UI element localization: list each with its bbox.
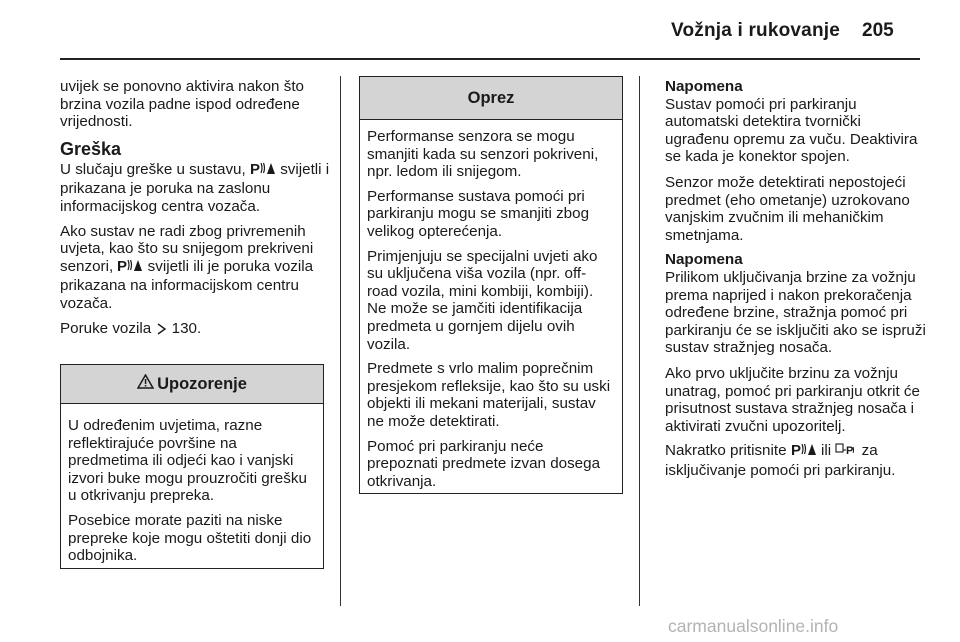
svg-text:P: P — [846, 445, 854, 458]
park-assist-icon — [791, 442, 817, 462]
vehicle-messages-ref[interactable] — [60, 320, 332, 340]
svg-text:P: P — [790, 442, 801, 458]
warning-paragraph: Posebice morate paziti na niske prepreke koje mogu oštetiti donji dio odbojnika. — [68, 511, 312, 565]
caution-paragraph: Performanse sustava pomoći pri parkiranju mogu se smanjiti zbog velikog opterećenja. — [367, 187, 590, 240]
error-paragraph-1 — [60, 161, 332, 216]
warning-box-title: Upozorenje — [157, 374, 247, 393]
caution-paragraph: Pomoć pri parkiranju neće prepoznati predmete izvan dosega otkrivanja. — [367, 437, 601, 490]
deactivate-text-b: za isključivanje pomoći pri parkiranju. — [665, 442, 896, 479]
error-paragraph-2 — [60, 223, 332, 313]
note-title: Napomena — [665, 251, 743, 269]
page-reference-arrow-icon — [155, 322, 167, 340]
caution-box-title: Oprez — [467, 88, 515, 107]
warning-box — [60, 364, 324, 569]
note-title: Napomena — [665, 78, 743, 95]
column-right — [665, 78, 927, 486]
warning-box-body — [61, 404, 323, 565]
column-divider-left — [340, 76, 341, 606]
echo-interference-paragraph: Senzor može detektirati nepostojeći predmet (eho ometanje) uzrokovano vanjskim zvučnim ili mehaničkim smetnjama. — [665, 173, 910, 244]
park-assist-icon — [250, 161, 276, 181]
note-tow-detection — [665, 78, 927, 166]
error-text-b: svijetli i prikazana je poruka na zaslonu informacijskog centra vozača. — [60, 160, 330, 215]
warning-box-header — [61, 365, 323, 404]
column-left — [60, 78, 332, 346]
note-text: Prilikom uključivanja brzine za vožnju prema naprijed i nakon prekoračenja određene brzine, stražnja pomoć pri parkiranju će se isključiti ako se ispruži sustav stražnjeg nosača. — [665, 268, 926, 357]
note-rear-carrier — [665, 251, 927, 357]
deactivate-paragraph — [665, 442, 927, 479]
warning-paragraph: U određenim uvjetima, razne reflektirajuće površine na predmetima ili odjeći kao i vanjski izvori buke mogu prouzročiti grešku u otkrivanju prepreka. — [68, 417, 307, 505]
caution-paragraph: Performanse senzora se mogu smanjiti kada su senzori pokriveni, npr. ledom ili snijegom. — [367, 128, 599, 181]
caution-box-header — [360, 77, 622, 120]
page-title: Vožnja i rukovanje — [670, 20, 840, 41]
park-assist-icon — [117, 258, 143, 278]
watermark: carmanualsonline.info — [668, 616, 839, 636]
caution-paragraph: Predmete s vrlo malim poprečnim presjekom refleksije, kao što su uski objekti ili mekani materijali, sustav ne može detektirati. — [367, 360, 611, 430]
warning-triangle-icon — [137, 374, 154, 394]
svg-text:P: P — [117, 257, 128, 273]
reverse-gear-paragraph: Ako prvo uključite brzinu za vožnju unatrag, pomoć pri parkiranju otkrit će prisutnost sustava stražnjeg nosača i aktivirati zvučni upozoritelj. — [665, 364, 920, 435]
ref-text: Poruke vozila — [60, 319, 152, 337]
deactivate-text-a: Nakratko pritisnite — [665, 442, 787, 460]
intro-paragraph: uvijek se ponovno aktivira nakon što brzina vozila padne ispod određene vrijednosti. — [60, 78, 304, 131]
error-text-d: svijetli ili je poruka vozila prikazana na informacijskom centru vozača. — [60, 257, 314, 312]
deactivate-text-or: ili — [821, 442, 832, 460]
page-number: 205 — [862, 20, 894, 41]
caution-box-body — [360, 120, 622, 490]
svg-text:P: P — [249, 160, 260, 176]
header-divider — [60, 58, 920, 60]
trailer-park-icon — [835, 442, 857, 462]
error-text-a: U slučaju greške u sustavu, — [60, 160, 246, 178]
error-text-c: Ako sustav ne radi zbog privremenih uvjeta, kao što su snijegom prekriveni senzori, — [60, 222, 314, 275]
caution-paragraph: Primjenjuju se specijalni uvjeti ako su uključena viša vozila (npr. off-road vozila, mini kombiji, kombiji). Ne može se jamčiti identifikacija predmeta u gornjem dijelu ovih vozila. — [367, 247, 598, 353]
note-text: Sustav pomoći pri parkiranju automatski detektira tvornički ugrađenu opremu za vuču. Deaktivira se kada je konektor spojen. — [665, 95, 918, 166]
caution-box — [359, 76, 623, 494]
section-heading-error: Greška — [60, 138, 122, 159]
ref-page: 130. — [171, 319, 202, 337]
column-divider-right — [639, 76, 640, 606]
